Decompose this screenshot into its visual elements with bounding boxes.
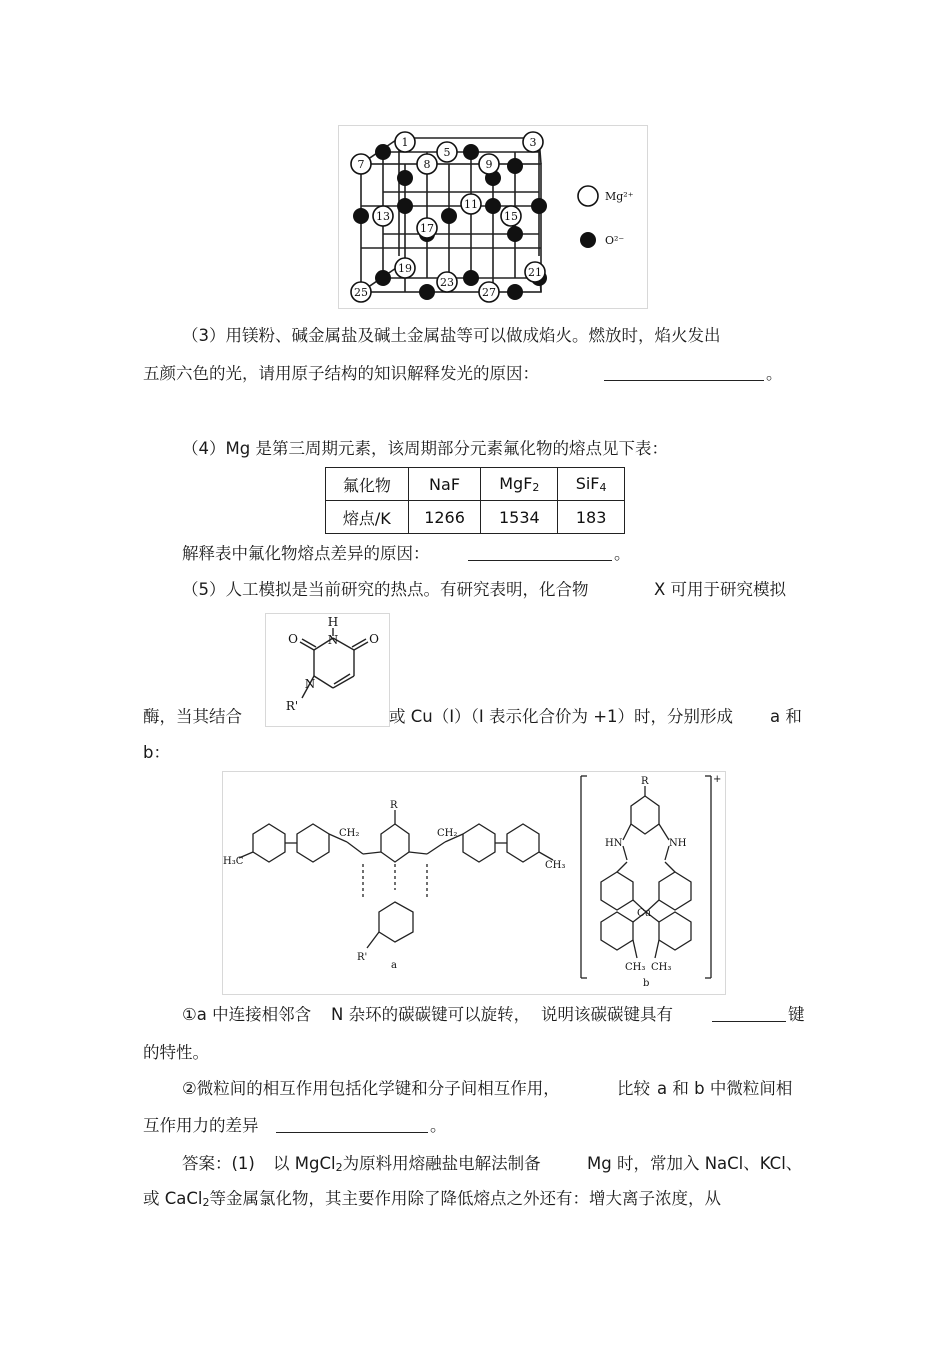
q5-line2c: a 和 [770, 707, 802, 726]
answer-line1-text: 为原料用熔融盐电解法制备 [342, 1154, 541, 1173]
atom-number-25: 25 [354, 286, 368, 299]
table-header-cell: 氟化物 [326, 468, 409, 501]
table-cell: 1534 [481, 501, 558, 534]
uracil-label-o-right: O [369, 632, 379, 646]
atom-number-17: 17 [420, 222, 434, 235]
table-header-cell [481, 468, 558, 501]
q5-sub2-end: 。 [430, 1116, 447, 1135]
atom-number-13: 13 [376, 210, 390, 223]
table-cell: 183 [558, 501, 625, 534]
uracil-label-n-top: N [327, 633, 339, 647]
q5-sub1c: 说明该碳碳键具有 [541, 1005, 673, 1024]
answer-mgcl-subscript: 2 [335, 1161, 343, 1174]
table-header-cell: NaF [408, 468, 481, 501]
atom-number-21: 21 [528, 266, 542, 279]
label-ch3-b2: CH₃ [651, 962, 672, 973]
atom-number-15: 15 [504, 210, 518, 223]
q5-line1: （5）人工模拟是当前研究的热点。有研究表明，化合物 [182, 580, 589, 599]
q5-sub2-answer-blank[interactable] [276, 1116, 428, 1133]
label-ch2-right: CH₂ [437, 828, 458, 839]
sif4-subscript: 4 [599, 481, 607, 494]
table-header-row [326, 468, 625, 501]
answer-line1b [273, 1153, 541, 1179]
q5-line3: b： [143, 743, 170, 762]
atom-number-5: 5 [443, 146, 451, 159]
o-legend-symbol [580, 232, 596, 248]
crystal-lattice-diagram [339, 126, 647, 308]
q5-sub2b: 比较 [617, 1079, 650, 1098]
atom-number-8: 8 [423, 158, 431, 171]
label-ch3-right: CH₃ [545, 860, 566, 871]
q5-sub1a: ①a 中连接相邻含 [182, 1005, 312, 1024]
answer-line1a: 答案：(1) [182, 1154, 255, 1173]
mgf2-subscript: 2 [532, 481, 540, 494]
table-row [326, 501, 625, 534]
mgf2-formula: MgF [499, 474, 533, 493]
atom-number-3: 3 [529, 136, 537, 149]
label-h3c: H₃C [223, 856, 244, 867]
atom-number-23: 23 [440, 276, 454, 289]
label-ch3-b1: CH₃ [625, 962, 646, 973]
o-legend-label: O²⁻ [605, 234, 625, 247]
atom-number-11: 11 [464, 198, 478, 211]
q4-end: 。 [614, 544, 631, 563]
label-r-a: R [390, 800, 398, 811]
label-r-b: R [641, 776, 649, 787]
mg-legend-label: Mg²⁺ [605, 190, 634, 203]
uracil-label-h: H [327, 615, 339, 629]
q3-line1: （3）用镁粉、碱金属盐及碱土金属盐等可以做成焰火。燃放时，焰火发出 [182, 326, 721, 345]
atom-number-9: 9 [485, 158, 493, 171]
table-header-cell [558, 468, 625, 501]
label-r-prime-a: R' [357, 952, 368, 963]
q5-sub2c: a 和 b 中微粒间相 [657, 1079, 793, 1098]
answer-cacl-text: 或 CaCl [143, 1189, 203, 1208]
label-a: a [391, 960, 397, 971]
label-cu: Cu [637, 908, 652, 919]
uracil-structure-figure [265, 613, 390, 727]
mg-legend-symbol [578, 186, 598, 206]
label-nh: NH [669, 838, 687, 849]
label-b: b [643, 978, 650, 989]
atom-number-7: 7 [357, 158, 365, 171]
label-charge: + [713, 774, 722, 785]
q5-sub2a: ②微粒间的相互作用包括化学键和分子间相互作用， [182, 1079, 560, 1098]
answer-cacl-subscript: 2 [202, 1196, 210, 1209]
atom-number-19: 19 [398, 262, 412, 275]
answer-line2 [143, 1188, 721, 1214]
answer-line2-text: 等金属氯化物，其主要作用除了降低熔点之外还有：增大离子浓度，从 [209, 1189, 721, 1208]
uracil-label-r: R' [285, 699, 299, 713]
atom-number-27: 27 [482, 286, 496, 299]
label-ch2-left: CH₂ [339, 828, 360, 839]
q3-end: 。 [766, 364, 783, 383]
sif4-formula: SiF [575, 474, 600, 493]
answer-mgcl-text: 以 MgCl [273, 1154, 336, 1173]
q5-line2a: 酶，当其结合 [143, 707, 242, 726]
fluoride-melting-point-table [325, 467, 625, 534]
q5-sub1b: N 杂环的碳碳键可以旋转， [331, 1005, 531, 1024]
q5-line2b: 或 Cu（I）（I 表示化合价为 +1）时，分别形成 [389, 707, 734, 726]
uracil-label-o-left: O [288, 632, 298, 646]
uracil-label-n-bottom: N [304, 677, 316, 691]
q4-answer-blank[interactable] [468, 544, 612, 561]
q4-line2: 解释表中氟化物熔点差异的原因： [182, 544, 430, 563]
answer-line1e: Mg 时，常加入 NaCl、KCl、 [587, 1154, 803, 1173]
crystal-structure-figure [338, 125, 648, 309]
atom-number-1: 1 [401, 136, 409, 149]
q5-sub1-answer-blank[interactable] [712, 1005, 786, 1022]
complexes-figure [222, 771, 726, 995]
q3-line2: 五颜六色的光，请用原子结构的知识解释发光的原因： [143, 364, 539, 383]
q4-line1: （4）Mg 是第三周期元素，该周期部分元素氟化物的熔点见下表： [182, 439, 668, 458]
q5-sub1d: 键 [788, 1005, 805, 1024]
complexes-a-b-diagram [223, 772, 725, 994]
table-cell: 1266 [408, 501, 481, 534]
q5-sub1e: 的特性。 [143, 1043, 209, 1062]
label-hn: HN [605, 838, 623, 849]
q5-sub2d: 互作用力的差异 [143, 1116, 259, 1135]
q5-line1b: X 可用于研究模拟 [654, 580, 787, 599]
q3-answer-blank[interactable] [604, 364, 764, 381]
table-row-label: 熔点/K [326, 501, 409, 534]
uracil-ring-diagram [266, 614, 389, 726]
